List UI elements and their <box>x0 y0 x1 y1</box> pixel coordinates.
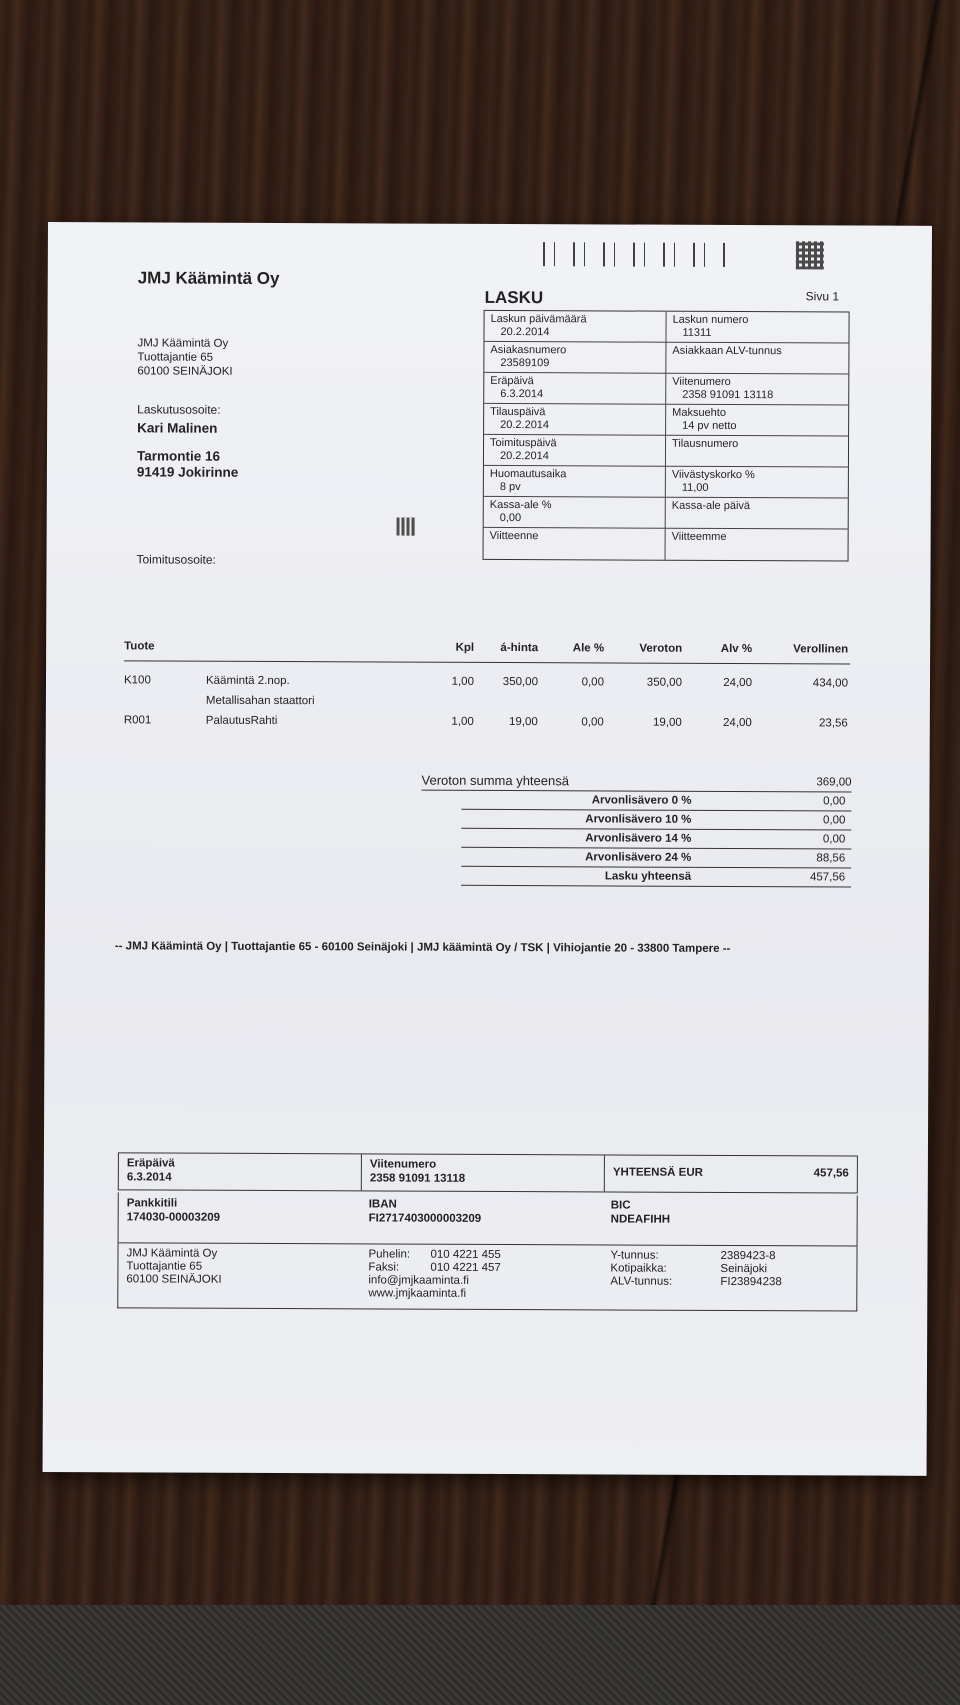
small-qr-icon <box>397 518 415 536</box>
vat-row: Arvonlisävero 0 % 0,00 <box>461 791 851 812</box>
invoice-info-box <box>483 310 850 562</box>
totals-section <box>421 772 852 888</box>
document-title: LASKU <box>484 287 544 308</box>
datamatrix-code-icon <box>796 241 824 269</box>
header-discount: Ale % <box>572 642 605 655</box>
table-row: R001 PalautusRahti 1,00 19,00 0,00 19,00 24,00 23,56 <box>123 714 848 730</box>
info-cell: Asiakasnumero 23589109 <box>484 342 666 374</box>
footer-company-line: -- JMJ Käämintä Oy | Tuottajantie 65 - 60100 Seinäjoki | JMJ käämintä Oy / TSK | Vihiojantie 20 - 33800 Tampere -- <box>114 940 731 955</box>
info-cell: Viitteenne <box>484 528 666 560</box>
info-cell: Kassa-ale päivä <box>666 498 848 530</box>
bank-details <box>117 1192 857 1311</box>
bank-account-row: Pankkitili 174030-00003209 IBAN FI2717403000003209 BIC NDEAFIHH <box>119 1192 857 1246</box>
items-header-row <box>124 632 850 664</box>
info-cell: Viitenumero 2358 91091 13118 <box>666 374 848 406</box>
info-cell: Kassa-ale % 0,00 <box>484 497 666 529</box>
recipient-street: Tarmontie 16 <box>136 448 221 464</box>
net-total-row: Veroton summa yhteensä 369,00 <box>422 772 852 793</box>
vat-row: Arvonlisävero 14 % 0,00 <box>461 829 851 850</box>
sender-line: 60100 SEINÄJOKI <box>137 365 233 378</box>
info-cell: Viitteemme <box>671 530 727 543</box>
info-cell: Viivästyskorko % 11,00 <box>666 467 848 499</box>
invoice-sheet <box>43 222 932 1476</box>
billing-address <box>137 420 239 480</box>
invoice-total-row: Lasku yhteensä 457,56 <box>461 867 851 888</box>
header-unit-price: á-hinta <box>500 641 539 655</box>
total-cell: YHTEENSÄ EUR 457,56 <box>612 1166 849 1180</box>
billing-address-label: Laskutusosoite: <box>137 402 221 417</box>
header-product: Tuote <box>124 640 155 653</box>
header-qty: Kpl <box>455 641 475 654</box>
reference-cell: Viitenumero 2358 91091 13118 <box>362 1154 605 1191</box>
recipient-city: 91419 Jokirinne <box>136 464 239 480</box>
info-cell: Laskun päivämäärä 20.2.2014 <box>484 311 666 343</box>
barcode-icon <box>543 242 733 267</box>
header-net: Veroton <box>639 642 683 655</box>
info-cell: Eräpäivä 6.3.2014 <box>484 373 666 405</box>
contact-row: JMJ Käämintä Oy Tuottajantie 65 60100 SEINÄJOKI Puhelin: 010 4221 455 Faksi: 010 4221 457 info@jmjkaaminta.fi www.jmjkaaminta.fi Y-tunnus: 2389423-8 Kotipaikka: Seinäjoki ALV-tunnus: FI23894238 <box>126 1247 782 1300</box>
vat-row: Arvonlisävero 10 % 0,00 <box>461 810 851 831</box>
info-cell: Asiakkaan ALV-tunnus <box>666 343 848 375</box>
info-cell: Laskun numero 11311 <box>666 312 848 344</box>
recipient-name: Kari Malinen <box>137 420 218 436</box>
items-table <box>124 632 850 732</box>
company-title: JMJ Käämintä Oy <box>137 268 280 289</box>
info-cell: Maksuehto 14 pv netto <box>666 405 848 437</box>
sender-line: JMJ Käämintä Oy <box>137 337 229 350</box>
info-cell: Toimituspäivä 20.2.2014 <box>484 435 666 467</box>
sender-address <box>137 336 232 378</box>
info-cell: Huomautusaika 8 pv <box>484 466 666 498</box>
payment-slip <box>117 1152 858 1311</box>
sender-line: Tuottajantie 65 <box>137 351 214 364</box>
delivery-address-label: Toimitusosoite: <box>136 552 216 567</box>
due-date-cell: Eräpäivä 6.3.2014 <box>119 1153 362 1190</box>
table-row: K100 Käämintä 2.nop. 1,00 350,00 0,00 350,00 24,00 434,00 <box>123 674 849 690</box>
page-number: Sivu 1 <box>805 289 840 304</box>
header-vat: Alv % <box>720 642 753 656</box>
info-cell: Tilauspäivä 20.2.2014 <box>484 404 666 436</box>
vat-row: Arvonlisävero 24 % 88,56 <box>461 848 851 869</box>
table-row: Metallisahan staattori <box>205 694 315 708</box>
payment-summary-row <box>118 1152 858 1193</box>
header-gross: Verollinen <box>793 643 849 656</box>
info-cell: Tilausnumero <box>666 436 848 468</box>
